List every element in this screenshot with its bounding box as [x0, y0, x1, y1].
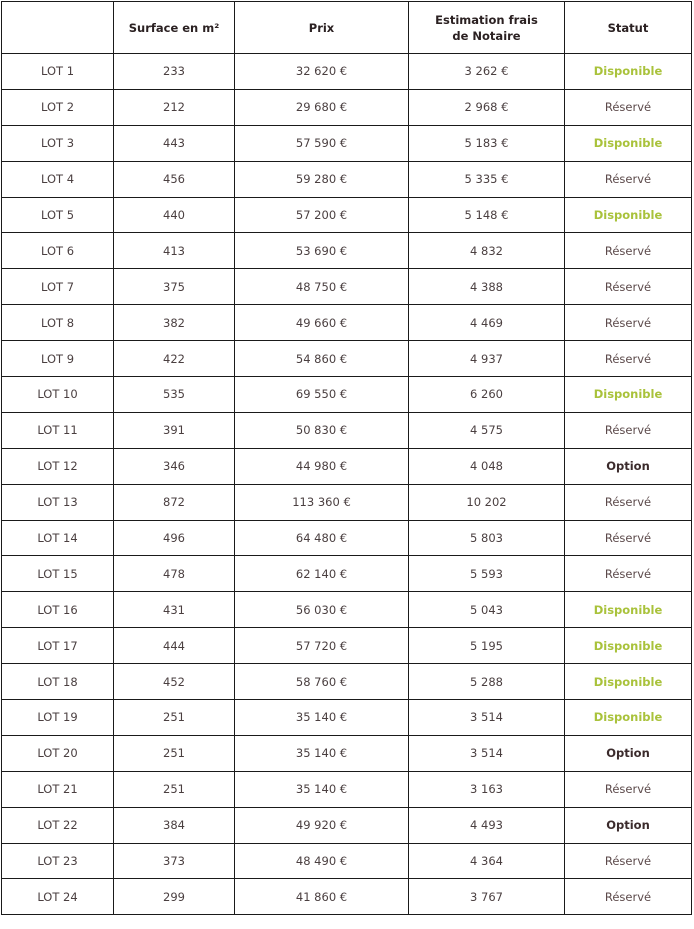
surface-cell: 384 — [114, 807, 235, 843]
notaire-cell: 2 968 € — [409, 89, 565, 125]
surface-cell: 496 — [114, 520, 235, 556]
status-label: Réservé — [604, 100, 652, 115]
surface-cell: 413 — [114, 233, 235, 269]
notaire-cell: 5 183 € — [409, 125, 565, 161]
statut-cell — [565, 843, 692, 879]
table-row — [2, 735, 692, 771]
status-label: Disponible — [593, 710, 663, 725]
statut-cell — [565, 341, 692, 377]
table-row — [2, 664, 692, 700]
statut-cell — [565, 735, 692, 771]
table-row — [2, 556, 692, 592]
statut-cell — [565, 448, 692, 484]
lot-cell: LOT 4 — [2, 161, 114, 197]
table-row — [2, 520, 692, 556]
statut-cell — [565, 412, 692, 448]
status-label: Disponible — [593, 208, 663, 222]
status-label: Réservé — [604, 315, 652, 330]
notaire-cell: 4 364 — [409, 843, 565, 879]
status-label: Réservé — [604, 279, 652, 294]
header-statut: Statut — [565, 2, 692, 54]
prix-cell: 49 920 € — [235, 807, 409, 843]
lot-cell: LOT 21 — [2, 771, 114, 807]
prix-cell: 57 590 € — [235, 125, 409, 161]
prix-cell: 59 280 € — [235, 161, 409, 197]
statut-cell — [565, 89, 692, 125]
header-prix: Prix — [235, 2, 409, 54]
statut-cell — [565, 161, 692, 197]
lot-cell: LOT 23 — [2, 843, 114, 879]
lots-table — [1, 1, 692, 915]
prix-cell: 35 140 € — [235, 735, 409, 771]
statut-cell — [565, 377, 692, 413]
table-row — [2, 305, 692, 341]
status-label: Réservé — [604, 531, 652, 546]
lot-cell: LOT 22 — [2, 807, 114, 843]
table-row — [2, 54, 692, 90]
notaire-cell: 3 262 € — [409, 54, 565, 90]
surface-cell: 375 — [114, 269, 235, 305]
lot-cell: LOT 5 — [2, 197, 114, 233]
status-label: Réservé — [604, 495, 652, 510]
status-label: Réservé — [604, 889, 652, 904]
lot-cell: LOT 8 — [2, 305, 114, 341]
surface-cell: 443 — [114, 125, 235, 161]
lot-cell: LOT 2 — [2, 89, 114, 125]
lot-cell: LOT 7 — [2, 269, 114, 305]
lot-cell: LOT 17 — [2, 628, 114, 664]
prix-cell: 53 690 € — [235, 233, 409, 269]
prix-cell: 57 720 € — [235, 628, 409, 664]
surface-cell: 251 — [114, 700, 235, 736]
surface-cell: 422 — [114, 341, 235, 377]
header-surface: Surface en m² — [114, 2, 235, 54]
status-label: Réservé — [604, 782, 652, 797]
notaire-cell: 5 043 — [409, 592, 565, 628]
statut-cell — [565, 879, 692, 915]
status-label: Réservé — [604, 423, 652, 438]
lot-cell: LOT 11 — [2, 412, 114, 448]
table-row — [2, 771, 692, 807]
statut-cell — [565, 520, 692, 556]
surface-cell: 431 — [114, 592, 235, 628]
status-label: Disponible — [593, 602, 663, 617]
prix-cell: 64 480 € — [235, 520, 409, 556]
lot-cell: LOT 15 — [2, 556, 114, 592]
surface-cell: 382 — [114, 305, 235, 341]
notaire-cell: 4 388 — [409, 269, 565, 305]
prix-cell: 49 660 € — [235, 305, 409, 341]
prix-cell: 35 140 € — [235, 771, 409, 807]
notaire-cell: 4 469 — [409, 305, 565, 341]
table-header — [2, 2, 692, 54]
prix-cell: 62 140 € — [235, 556, 409, 592]
notaire-cell: 5 195 — [409, 628, 565, 664]
statut-cell — [565, 700, 692, 736]
status-label: Réservé — [604, 854, 652, 869]
statut-cell — [565, 628, 692, 664]
statut-cell — [565, 807, 692, 843]
lot-cell: LOT 18 — [2, 664, 114, 700]
prix-cell: 113 360 € — [235, 484, 409, 520]
notaire-cell: 4 832 — [409, 233, 565, 269]
header-lot — [2, 2, 114, 54]
statut-cell — [565, 269, 692, 305]
prix-cell: 48 750 € — [235, 269, 409, 305]
status-label: Disponible — [593, 387, 663, 402]
surface-cell: 251 — [114, 735, 235, 771]
prix-cell: 41 860 € — [235, 879, 409, 915]
table-row — [2, 341, 692, 377]
surface-cell: 299 — [114, 879, 235, 915]
status-label: Réservé — [604, 243, 652, 258]
statut-cell — [565, 664, 692, 700]
prix-cell: 54 860 € — [235, 341, 409, 377]
surface-cell: 233 — [114, 54, 235, 90]
prix-cell: 56 030 € — [235, 592, 409, 628]
status-label: Disponible — [593, 638, 663, 653]
lot-cell: LOT 14 — [2, 520, 114, 556]
prix-cell: 32 620 € — [235, 54, 409, 90]
lot-cell: LOT 1 — [2, 54, 114, 90]
prix-cell: 48 490 € — [235, 843, 409, 879]
status-label: Réservé — [604, 351, 652, 366]
notaire-cell: 5 335 € — [409, 161, 565, 197]
notaire-cell: 6 260 — [409, 377, 565, 413]
surface-cell: 212 — [114, 89, 235, 125]
table-row — [2, 628, 692, 664]
lot-cell: LOT 20 — [2, 735, 114, 771]
surface-cell: 872 — [114, 484, 235, 520]
statut-cell — [565, 484, 692, 520]
lot-cell: LOT 19 — [2, 700, 114, 736]
notaire-cell: 3 767 — [409, 879, 565, 915]
table-row — [2, 161, 692, 197]
status-label: Réservé — [604, 566, 652, 581]
table-row — [2, 879, 692, 915]
notaire-cell: 5 148 € — [409, 197, 565, 233]
surface-cell: 535 — [114, 377, 235, 413]
notaire-cell: 4 937 — [409, 341, 565, 377]
surface-cell: 251 — [114, 771, 235, 807]
lot-cell: LOT 9 — [2, 341, 114, 377]
status-label: Disponible — [593, 64, 663, 79]
statut-cell — [565, 54, 692, 90]
surface-cell: 478 — [114, 556, 235, 592]
table-body — [2, 54, 692, 915]
status-label: Option — [606, 818, 650, 833]
status-label: Réservé — [604, 172, 652, 187]
table-row — [2, 269, 692, 305]
status-label: Option — [606, 746, 650, 761]
surface-cell: 391 — [114, 412, 235, 448]
prix-cell: 44 980 € — [235, 448, 409, 484]
statut-cell — [565, 125, 692, 161]
table-row — [2, 484, 692, 520]
table-row — [2, 89, 692, 125]
table-row — [2, 125, 692, 161]
notaire-cell: 4 575 — [409, 412, 565, 448]
table-row — [2, 807, 692, 843]
table-row — [2, 843, 692, 879]
lot-cell: LOT 6 — [2, 233, 114, 269]
status-label: Disponible — [593, 136, 663, 151]
notaire-cell: 4 048 — [409, 448, 565, 484]
statut-cell — [565, 233, 692, 269]
status-label: Option — [606, 459, 650, 474]
lot-cell: LOT 16 — [2, 592, 114, 628]
status-label: Disponible — [593, 674, 663, 689]
table-row — [2, 592, 692, 628]
notaire-cell: 5 803 — [409, 520, 565, 556]
lot-cell: LOT 10 — [2, 377, 114, 413]
notaire-cell: 4 493 — [409, 807, 565, 843]
prix-cell: 35 140 € — [235, 700, 409, 736]
lot-cell: LOT 13 — [2, 484, 114, 520]
table-row — [2, 412, 692, 448]
prix-cell: 29 680 € — [235, 89, 409, 125]
table-row — [2, 377, 692, 413]
statut-cell — [565, 305, 692, 341]
table-row — [2, 448, 692, 484]
prix-cell: 58 760 € — [235, 664, 409, 700]
surface-cell: 452 — [114, 664, 235, 700]
notaire-cell: 10 202 — [409, 484, 565, 520]
notaire-cell: 5 593 — [409, 556, 565, 592]
surface-cell: 456 — [114, 161, 235, 197]
notaire-cell: 3 514 — [409, 735, 565, 771]
lot-cell: LOT 3 — [2, 125, 114, 161]
statut-cell — [565, 592, 692, 628]
notaire-cell: 5 288 — [409, 664, 565, 700]
header-notaire: Estimation frais de Notaire — [409, 2, 565, 54]
header-row — [2, 2, 692, 54]
statut-cell — [565, 771, 692, 807]
notaire-cell: 3 163 — [409, 771, 565, 807]
statut-cell — [565, 197, 692, 233]
table-row — [2, 700, 692, 736]
surface-cell: 346 — [114, 448, 235, 484]
lot-cell: LOT 24 — [2, 879, 114, 915]
notaire-cell: 3 514 — [409, 700, 565, 736]
prix-cell: 57 200 € — [235, 197, 409, 233]
surface-cell: 373 — [114, 843, 235, 879]
statut-cell — [565, 556, 692, 592]
surface-cell: 440 — [114, 197, 235, 233]
lot-cell: LOT 12 — [2, 448, 114, 484]
surface-cell: 444 — [114, 628, 235, 664]
table-row — [2, 233, 692, 269]
prix-cell: 50 830 € — [235, 412, 409, 448]
table-row — [2, 197, 692, 233]
prix-cell: 69 550 € — [235, 377, 409, 413]
